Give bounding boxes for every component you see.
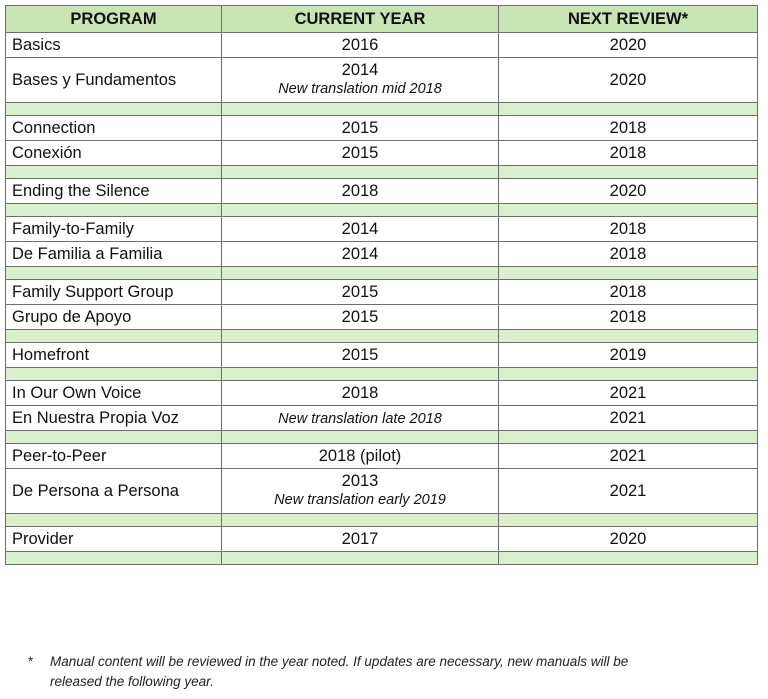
- table-row: [6, 343, 758, 368]
- next-review-cell: 2018: [499, 116, 758, 141]
- current-year-cell: [222, 141, 499, 166]
- table-row: [6, 242, 758, 267]
- program-cell: De Familia a Familia: [6, 242, 222, 267]
- current-year-cell: [222, 242, 499, 267]
- table-row: [6, 406, 758, 431]
- next-review-cell: 2018: [499, 242, 758, 267]
- year-value: 2018: [341, 181, 379, 200]
- year-value: 2018 (pilot): [318, 446, 402, 465]
- table-row: [6, 179, 758, 204]
- year-value: 2015: [341, 143, 379, 162]
- year-value: 2015: [341, 345, 379, 364]
- year-value: 2015: [341, 118, 379, 137]
- next-review-cell: 2018: [499, 305, 758, 330]
- next-review-cell: 2020: [499, 58, 758, 103]
- separator-row: [6, 330, 758, 343]
- current-year-cell: [222, 58, 499, 103]
- separator-row: [6, 103, 758, 116]
- program-cell: Conexión: [6, 141, 222, 166]
- program-review-table: [5, 5, 758, 565]
- next-review-cell: 2021: [499, 381, 758, 406]
- year-value: 2014: [341, 219, 379, 238]
- table-row: [6, 280, 758, 305]
- header-program: PROGRAM: [6, 6, 222, 33]
- program-cell: Provider: [6, 527, 222, 552]
- table-row: [6, 33, 758, 58]
- next-review-cell: 2020: [499, 527, 758, 552]
- current-year-cell: [222, 33, 499, 58]
- footnote-text-line1: Manual content will be reviewed in the year noted. If updates are necessary, new manuals will be: [50, 654, 629, 669]
- current-year-cell: [222, 217, 499, 242]
- table-row: [6, 58, 758, 103]
- year-value: 2014: [341, 244, 379, 263]
- current-year-cell: [222, 343, 499, 368]
- separator-row: [6, 514, 758, 527]
- separator-row: [6, 204, 758, 217]
- program-cell: Bases y Fundamentos: [6, 58, 222, 103]
- program-cell: In Our Own Voice: [6, 381, 222, 406]
- year-value: 2015: [341, 282, 379, 301]
- separator-row: [6, 431, 758, 444]
- program-cell: En Nuestra Propia Voz: [6, 406, 222, 431]
- next-review-cell: 2018: [499, 217, 758, 242]
- separator-row: [6, 368, 758, 381]
- year-value: 2015: [341, 307, 379, 326]
- footnote-text-line2: released the following year.: [50, 674, 214, 689]
- table-row: [6, 116, 758, 141]
- separator-row: [6, 267, 758, 280]
- current-year-cell: [222, 280, 499, 305]
- table-row: [6, 444, 758, 469]
- current-year-cell: [222, 381, 499, 406]
- current-year-cell: [222, 305, 499, 330]
- table-row: [6, 217, 758, 242]
- table-row: [6, 381, 758, 406]
- current-year-cell: [222, 116, 499, 141]
- next-review-cell: 2018: [499, 141, 758, 166]
- next-review-cell: 2021: [499, 406, 758, 431]
- footnote-marker: *: [28, 654, 34, 669]
- program-cell: Peer-to-Peer: [6, 444, 222, 469]
- year-value: 2017: [341, 529, 379, 548]
- program-cell: Grupo de Apoyo: [6, 305, 222, 330]
- year-value: 2014: [341, 61, 379, 79]
- table-row: [6, 305, 758, 330]
- separator-row: [6, 552, 758, 565]
- table-header-row: [6, 6, 758, 33]
- program-cell: Family-to-Family: [6, 217, 222, 242]
- program-cell: Homefront: [6, 343, 222, 368]
- program-cell: Ending the Silence: [6, 179, 222, 204]
- program-cell: De Persona a Persona: [6, 469, 222, 514]
- next-review-cell: 2020: [499, 33, 758, 58]
- year-value: 2018: [341, 383, 379, 402]
- year-value: 2016: [341, 35, 379, 54]
- next-review-cell: 2018: [499, 280, 758, 305]
- header-current-year: CURRENT YEAR: [222, 6, 499, 33]
- year-value: 2013: [341, 472, 379, 490]
- translation-note: New translation early 2019: [274, 492, 446, 508]
- next-review-cell: 2021: [499, 444, 758, 469]
- current-year-cell: [222, 179, 499, 204]
- current-year-cell: [222, 469, 499, 514]
- separator-row: [6, 166, 758, 179]
- next-review-cell: 2021: [499, 469, 758, 514]
- translation-note: New translation late 2018: [278, 410, 442, 427]
- current-year-cell: [222, 406, 499, 431]
- current-year-cell: [222, 444, 499, 469]
- program-cell: Basics: [6, 33, 222, 58]
- next-review-cell: 2019: [499, 343, 758, 368]
- footnote: [28, 652, 748, 692]
- program-cell: Connection: [6, 116, 222, 141]
- next-review-cell: 2020: [499, 179, 758, 204]
- table-row: [6, 141, 758, 166]
- table-row: [6, 469, 758, 514]
- program-cell: Family Support Group: [6, 280, 222, 305]
- header-next-review: NEXT REVIEW*: [499, 6, 758, 33]
- table-row: [6, 527, 758, 552]
- current-year-cell: [222, 527, 499, 552]
- translation-note: New translation mid 2018: [278, 81, 442, 97]
